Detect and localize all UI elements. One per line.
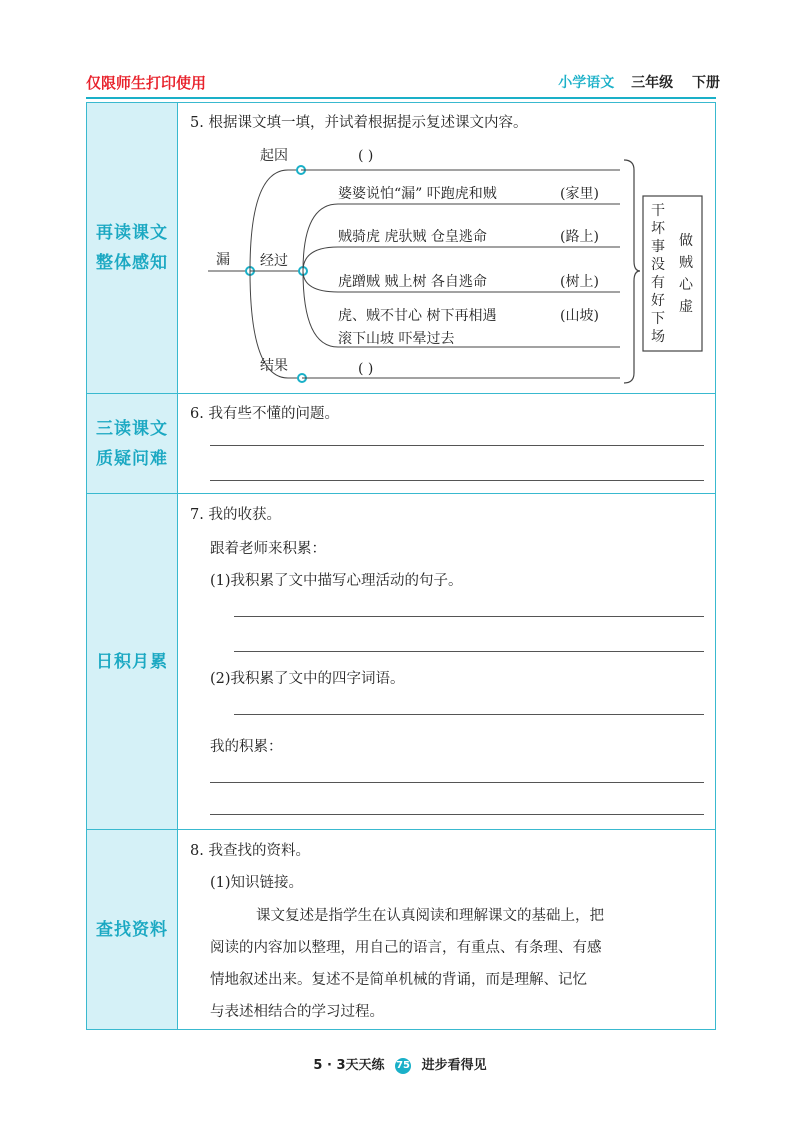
summary-col1-char: 下 bbox=[651, 311, 665, 327]
q8-para-line: 与表述相结合的学习过程。 bbox=[210, 1004, 384, 1020]
root-label: 漏 bbox=[216, 252, 230, 268]
q6-title: 6. 我有些不懂的问题。 bbox=[190, 406, 339, 422]
summary-col2-char: 贼 bbox=[679, 255, 693, 271]
summary-col1-char: 有 bbox=[651, 275, 665, 291]
answer-line[interactable] bbox=[234, 651, 704, 652]
cause-label: 起因 bbox=[260, 148, 288, 164]
footer-slogan: 进步看得见 bbox=[421, 1058, 487, 1073]
answer-line[interactable] bbox=[210, 782, 704, 783]
section-label-question: 三读课文 质疑问难 bbox=[87, 394, 178, 494]
volume-label: 下册 bbox=[692, 75, 720, 91]
process-label: 经过 bbox=[260, 253, 288, 269]
event-3: 虎蹭贼 贼上树 各自逃命 bbox=[338, 274, 487, 290]
q5-title: 5. 根据课文填一填，并试着根据提示复述课文内容。 bbox=[190, 115, 528, 131]
answer-line[interactable] bbox=[234, 714, 704, 715]
summary-col1-char: 好 bbox=[651, 293, 665, 309]
event-5: 滚下山坡 吓晕过去 bbox=[338, 331, 455, 347]
event-4: 虎、贼不甘心 树下再相遇 bbox=[338, 308, 497, 324]
page-number: 75 bbox=[395, 1058, 411, 1074]
result-label: 结果 bbox=[260, 358, 288, 374]
cause-blank: ( ) bbox=[358, 148, 374, 164]
subject-label: 小学语文 bbox=[558, 75, 615, 91]
q7-title: 7. 我的收获。 bbox=[190, 507, 281, 523]
q7-sub1: (1)我积累了文中描写心理活动的句子。 bbox=[210, 573, 463, 589]
event-1: 婆婆说怕“漏” 吓跑虎和贼 bbox=[338, 186, 497, 202]
summary-box bbox=[643, 196, 702, 351]
q7-mine: 我的积累： bbox=[210, 739, 283, 755]
book-info bbox=[558, 72, 720, 92]
summary-col1-char: 事 bbox=[651, 239, 665, 255]
q7-intro: 跟着老师来积累： bbox=[210, 541, 326, 557]
story-structure-diagram bbox=[178, 103, 716, 394]
summary-col1-char: 坏 bbox=[651, 221, 665, 237]
grade-label: 三年级 bbox=[631, 75, 674, 91]
section-label-reread: 再读课文 整体感知 bbox=[87, 103, 178, 394]
section-label-research: 查找资料 bbox=[87, 830, 178, 1030]
answer-line[interactable] bbox=[210, 445, 704, 446]
answer-line[interactable] bbox=[210, 480, 704, 481]
header-divider bbox=[86, 97, 716, 99]
summary-col2-char: 心 bbox=[679, 277, 693, 293]
q6-cell bbox=[178, 394, 716, 494]
summary-col1-char: 干 bbox=[651, 203, 665, 219]
q8-title: 8. 我查找的资料。 bbox=[190, 843, 310, 859]
q7-cell bbox=[178, 494, 716, 830]
q8-para-line: 情地叙述出来。复述不是简单机械的背诵，而是理解、记忆 bbox=[210, 972, 587, 988]
summary-col1-char: 没 bbox=[651, 257, 665, 273]
q8-para-line: 阅读的内容加以整理，用自己的语言，有重点、有条理、有感 bbox=[210, 940, 602, 956]
event-4-place: (山坡) bbox=[560, 308, 599, 324]
answer-line[interactable] bbox=[234, 616, 704, 617]
worksheet-table bbox=[86, 102, 716, 1030]
q8-cell bbox=[178, 830, 716, 1030]
summary-col1-char: 场 bbox=[651, 329, 665, 345]
section-label-accumulate: 日积月累 bbox=[87, 494, 178, 830]
footer bbox=[0, 1054, 800, 1074]
print-notice: 仅限师生打印使用 bbox=[86, 74, 207, 92]
q7-sub2: (2)我积累了文中的四字词语。 bbox=[210, 671, 405, 687]
event-1-place: (家里) bbox=[560, 186, 599, 202]
footer-brand: 5 · 3天天练 bbox=[313, 1058, 385, 1073]
answer-line[interactable] bbox=[210, 814, 704, 815]
summary-brace bbox=[624, 160, 640, 383]
q5-cell bbox=[178, 103, 716, 394]
q8-para-line: 课文复述是指学生在认真阅读和理解课文的基础上，把 bbox=[256, 908, 604, 924]
event-2-place: (路上) bbox=[560, 229, 599, 245]
event-3-place: (树上) bbox=[560, 274, 599, 290]
summary-col2-char: 虚 bbox=[679, 299, 693, 315]
q8-sub1: (1)知识链接。 bbox=[210, 875, 304, 891]
event-2: 贼骑虎 虎驮贼 仓皇逃命 bbox=[338, 229, 487, 245]
result-blank: ( ) bbox=[358, 361, 374, 377]
summary-col2-char: 做 bbox=[679, 233, 693, 249]
